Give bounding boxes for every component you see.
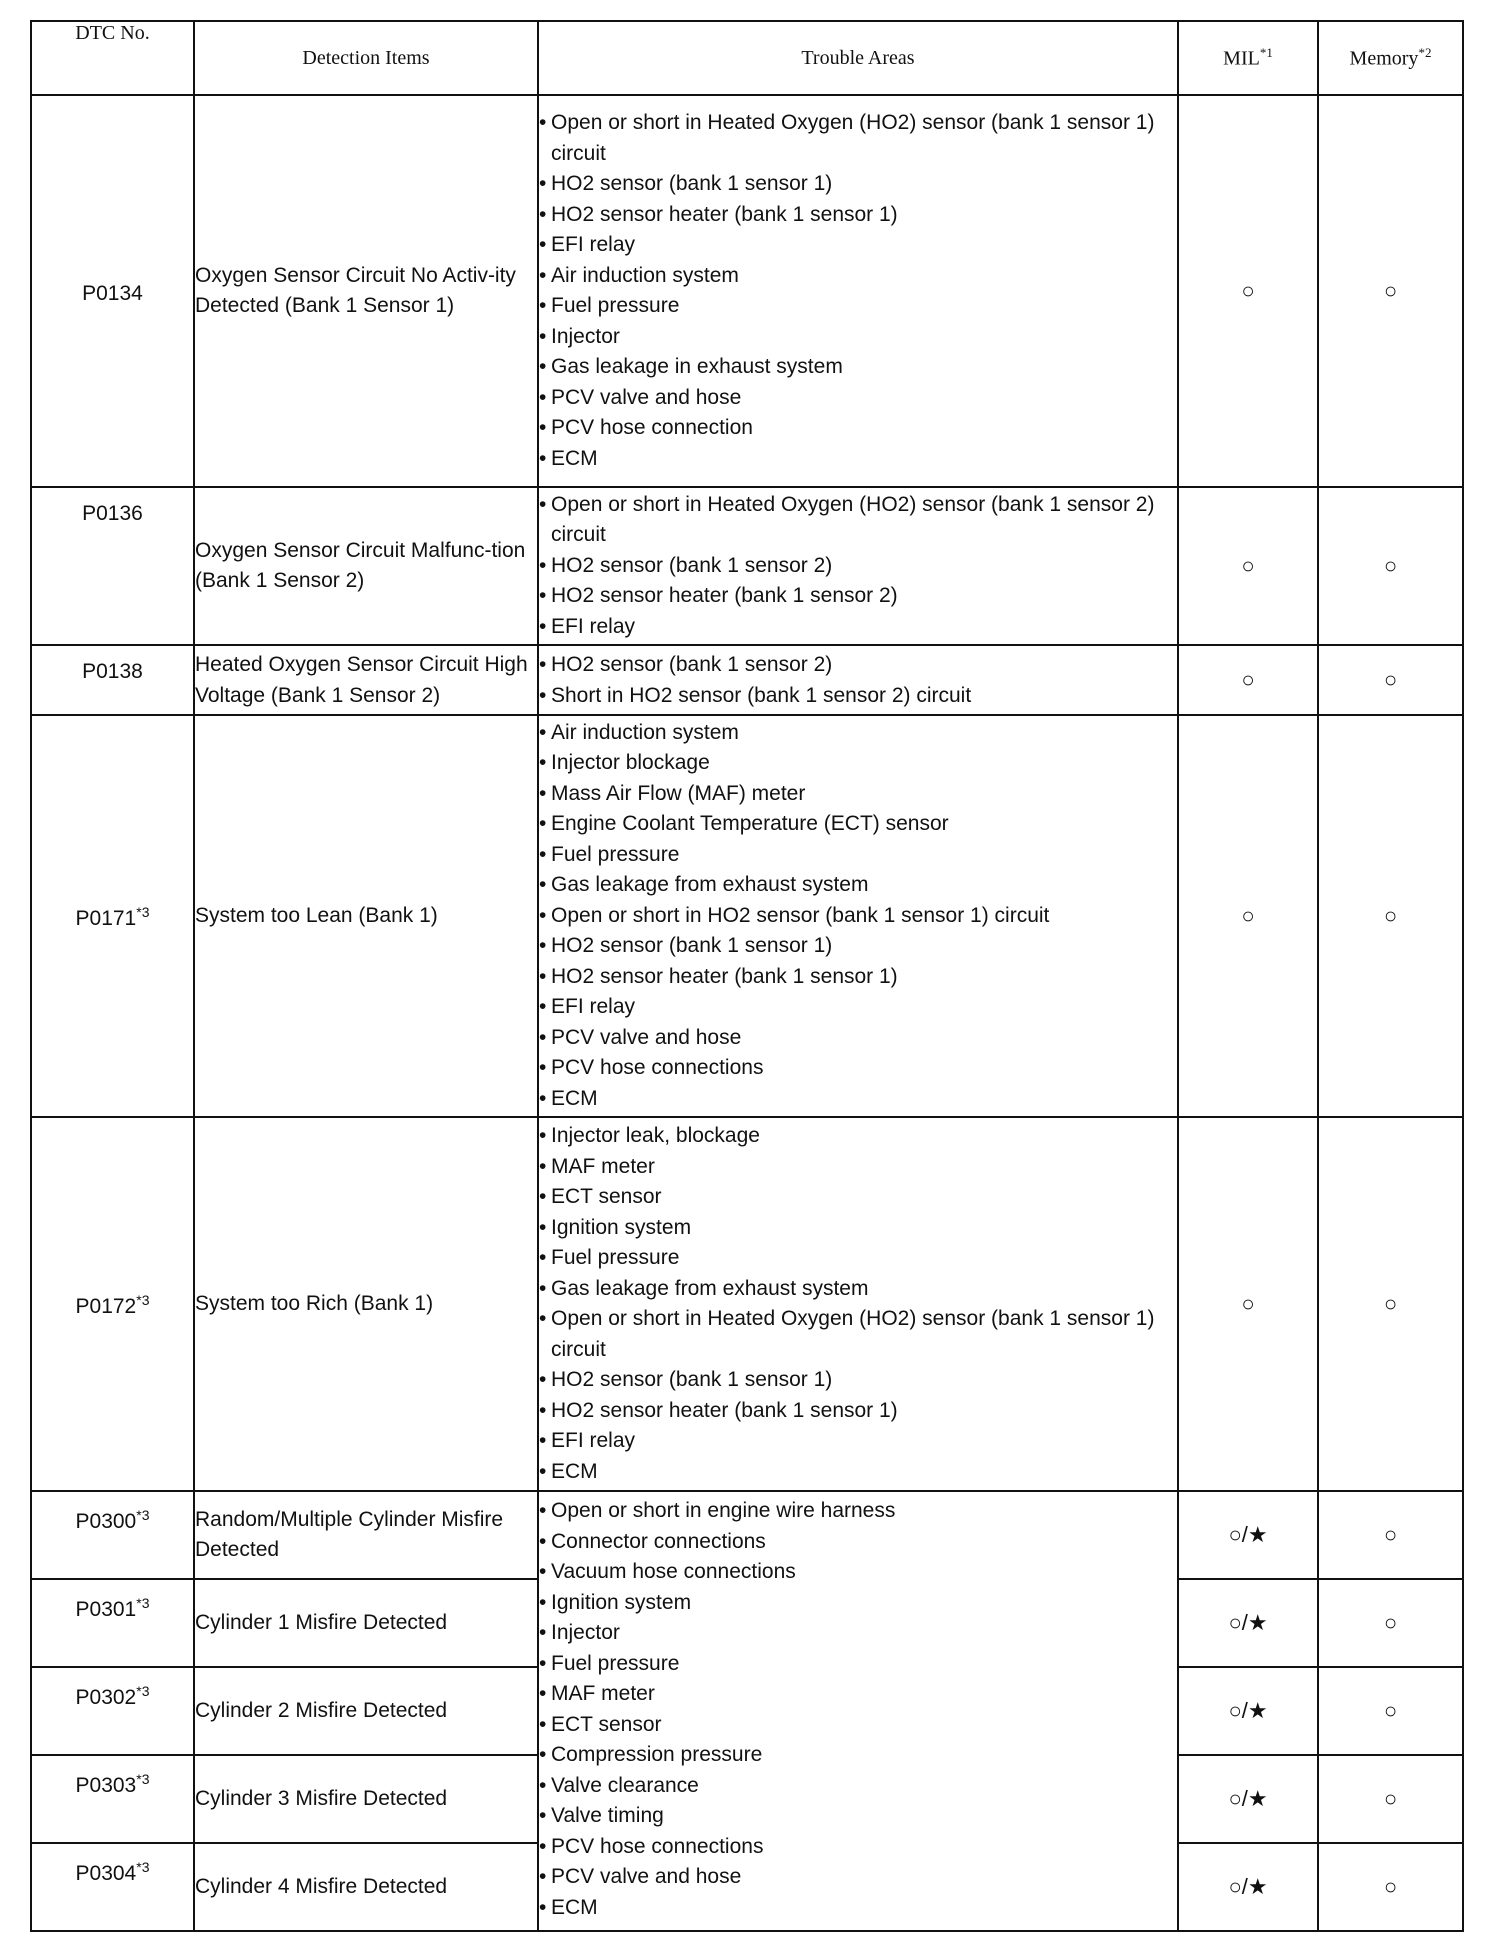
mil-indicator: ○/★ bbox=[1178, 1667, 1318, 1755]
mil-indicator: ○ bbox=[1178, 487, 1318, 645]
memory-indicator: ○ bbox=[1318, 1667, 1463, 1755]
trouble-area-item: • MAF meter bbox=[539, 1679, 1177, 1710]
memory-indicator: ○ bbox=[1318, 95, 1463, 487]
dtc-code: P0302$^{*3}$ bbox=[31, 1667, 194, 1755]
trouble-area-item: • Open or short in HO2 sensor (bank 1 sensor 1) circuit bbox=[539, 901, 1177, 932]
trouble-area-item: • Fuel pressure bbox=[539, 1649, 1177, 1680]
memory-indicator: ○ bbox=[1318, 1755, 1463, 1843]
detection-item: System too Rich (Bank 1) bbox=[194, 1117, 538, 1491]
trouble-area-item: • Ignition system bbox=[539, 1213, 1177, 1244]
trouble-area-item: • ECM bbox=[539, 1084, 1177, 1115]
trouble-areas-list bbox=[539, 718, 1177, 1115]
detection-item: Cylinder 2 Misfire Detected bbox=[194, 1667, 538, 1755]
mil-indicator: ○/★ bbox=[1178, 1755, 1318, 1843]
trouble-area-item: • PCV valve and hose bbox=[539, 1023, 1177, 1054]
trouble-area-item: • Mass Air Flow (MAF) meter bbox=[539, 779, 1177, 810]
dtc-code: P0136 bbox=[31, 487, 194, 645]
detection-item: Random/Multiple Cylinder Misfire Detected bbox=[194, 1491, 538, 1579]
trouble-area-item: • EFI relay bbox=[539, 1426, 1177, 1457]
dtc-code: P0172$^{*3}$ bbox=[31, 1117, 194, 1491]
header-row bbox=[31, 21, 1463, 95]
trouble-area-item: • Engine Coolant Temperature (ECT) sensor bbox=[539, 809, 1177, 840]
memory-indicator: ○ bbox=[1318, 645, 1463, 715]
trouble-area-item: • ECT sensor bbox=[539, 1710, 1177, 1741]
mil-indicator: ○ bbox=[1178, 95, 1318, 487]
trouble-area-item: • Air induction system bbox=[539, 261, 1177, 292]
trouble-area-item: • Injector bbox=[539, 322, 1177, 353]
detection-item: Cylinder 1 Misfire Detected bbox=[194, 1579, 538, 1667]
detection-item: Oxygen Sensor Circuit Malfunc-tion (Bank 1 Sensor 2) bbox=[194, 487, 538, 645]
trouble-area-item: • Injector bbox=[539, 1618, 1177, 1649]
header-dtc-no: DTC No. bbox=[31, 21, 194, 95]
trouble-area-item: • HO2 sensor heater (bank 1 sensor 1) bbox=[539, 200, 1177, 231]
memory-indicator: ○ bbox=[1318, 487, 1463, 645]
trouble-area-item: • Open or short in Heated Oxygen (HO2) sensor (bank 1 sensor 2) circuit bbox=[539, 490, 1177, 551]
table-row bbox=[31, 715, 1463, 1117]
trouble-area-item: • PCV hose connections bbox=[539, 1053, 1177, 1084]
header-detection-items: Detection Items bbox=[194, 21, 538, 95]
trouble-areas bbox=[538, 715, 1178, 1117]
detection-item: Oxygen Sensor Circuit No Activ-ity Detected (Bank 1 Sensor 1) bbox=[194, 95, 538, 487]
table-row bbox=[31, 1117, 1463, 1491]
trouble-area-item: • HO2 sensor (bank 1 sensor 1) bbox=[539, 1365, 1177, 1396]
trouble-area-item: • Open or short in Heated Oxygen (HO2) sensor (bank 1 sensor 1) circuit bbox=[539, 108, 1177, 169]
trouble-area-item: • EFI relay bbox=[539, 612, 1177, 643]
trouble-area-item: • HO2 sensor heater (bank 1 sensor 1) bbox=[539, 962, 1177, 993]
trouble-areas bbox=[538, 95, 1178, 487]
mil-indicator: ○/★ bbox=[1178, 1579, 1318, 1667]
memory-indicator: ○ bbox=[1318, 1491, 1463, 1579]
trouble-areas-list bbox=[539, 1496, 1177, 1923]
dtc-code: P0171$^{*3}$ bbox=[31, 715, 194, 1117]
dtc-code: P0138 bbox=[31, 645, 194, 715]
table-row bbox=[31, 1491, 1463, 1579]
detection-item: Cylinder 4 Misfire Detected bbox=[194, 1843, 538, 1931]
trouble-area-item: • EFI relay bbox=[539, 230, 1177, 261]
trouble-area-item: • HO2 sensor (bank 1 sensor 1) bbox=[539, 169, 1177, 200]
header-trouble-areas: Trouble Areas bbox=[538, 21, 1178, 95]
trouble-area-item: • Injector leak, blockage bbox=[539, 1121, 1177, 1152]
mil-indicator: ○ bbox=[1178, 1117, 1318, 1491]
mil-indicator: ○ bbox=[1178, 715, 1318, 1117]
trouble-area-item: • HO2 sensor heater (bank 1 sensor 2) bbox=[539, 581, 1177, 612]
trouble-area-item: • Ignition system bbox=[539, 1588, 1177, 1619]
trouble-area-item: • ECM bbox=[539, 1893, 1177, 1924]
trouble-area-item: • Vacuum hose connections bbox=[539, 1557, 1177, 1588]
trouble-area-item: • Air induction system bbox=[539, 718, 1177, 749]
trouble-area-item: • Valve timing bbox=[539, 1801, 1177, 1832]
header-mil: MIL$^{*1}$ bbox=[1178, 21, 1318, 95]
trouble-area-item: • Open or short in engine wire harness bbox=[539, 1496, 1177, 1527]
trouble-area-item: • Short in HO2 sensor (bank 1 sensor 2) circuit bbox=[539, 681, 1177, 712]
trouble-area-item: • PCV hose connections bbox=[539, 1832, 1177, 1863]
trouble-area-item: • Open or short in Heated Oxygen (HO2) sensor (bank 1 sensor 1) circuit bbox=[539, 1304, 1177, 1365]
trouble-area-item: • PCV hose connection bbox=[539, 413, 1177, 444]
trouble-area-item: • PCV valve and hose bbox=[539, 1862, 1177, 1893]
memory-indicator: ○ bbox=[1318, 1117, 1463, 1491]
dtc-code: P0134 bbox=[31, 95, 194, 487]
memory-indicator: ○ bbox=[1318, 1579, 1463, 1667]
memory-indicator: ○ bbox=[1318, 1843, 1463, 1931]
header-memory: Memory$^{*2}$ bbox=[1318, 21, 1463, 95]
trouble-area-item: • Fuel pressure bbox=[539, 840, 1177, 871]
dtc-table bbox=[30, 20, 1464, 1932]
table-row bbox=[31, 487, 1463, 645]
trouble-area-item: • Fuel pressure bbox=[539, 1243, 1177, 1274]
trouble-area-item: • HO2 sensor (bank 1 sensor 2) bbox=[539, 650, 1177, 681]
trouble-areas-list bbox=[539, 650, 1177, 711]
trouble-area-item: • Gas leakage from exhaust system bbox=[539, 870, 1177, 901]
trouble-area-item: • EFI relay bbox=[539, 992, 1177, 1023]
trouble-area-item: • HO2 sensor heater (bank 1 sensor 1) bbox=[539, 1396, 1177, 1427]
dtc-code: P0303$^{*3}$ bbox=[31, 1755, 194, 1843]
mil-indicator: ○ bbox=[1178, 645, 1318, 715]
trouble-areas bbox=[538, 487, 1178, 645]
trouble-area-item: • MAF meter bbox=[539, 1152, 1177, 1183]
trouble-areas-list bbox=[539, 1121, 1177, 1487]
trouble-areas bbox=[538, 1117, 1178, 1491]
trouble-area-item: • HO2 sensor (bank 1 sensor 1) bbox=[539, 931, 1177, 962]
table-row bbox=[31, 645, 1463, 715]
trouble-area-item: • ECM bbox=[539, 1457, 1177, 1488]
detection-item: System too Lean (Bank 1) bbox=[194, 715, 538, 1117]
trouble-areas-list bbox=[539, 490, 1177, 643]
mil-indicator: ○/★ bbox=[1178, 1843, 1318, 1931]
trouble-area-item: • PCV valve and hose bbox=[539, 383, 1177, 414]
trouble-areas bbox=[538, 1491, 1178, 1931]
detection-item: Heated Oxygen Sensor Circuit High Voltage (Bank 1 Sensor 2) bbox=[194, 645, 538, 715]
trouble-area-item: • HO2 sensor (bank 1 sensor 2) bbox=[539, 551, 1177, 582]
trouble-area-item: • Valve clearance bbox=[539, 1771, 1177, 1802]
memory-indicator: ○ bbox=[1318, 715, 1463, 1117]
trouble-area-item: • Injector blockage bbox=[539, 748, 1177, 779]
table-row bbox=[31, 95, 1463, 487]
mil-indicator: ○/★ bbox=[1178, 1491, 1318, 1579]
detection-item: Cylinder 3 Misfire Detected bbox=[194, 1755, 538, 1843]
trouble-areas bbox=[538, 645, 1178, 715]
trouble-area-item: • Gas leakage in exhaust system bbox=[539, 352, 1177, 383]
trouble-area-item: • ECT sensor bbox=[539, 1182, 1177, 1213]
trouble-area-item: • Connector connections bbox=[539, 1527, 1177, 1558]
trouble-area-item: • Compression pressure bbox=[539, 1740, 1177, 1771]
dtc-code: P0300$^{*3}$ bbox=[31, 1491, 194, 1579]
dtc-code: P0304$^{*3}$ bbox=[31, 1843, 194, 1931]
trouble-area-item: • Gas leakage from exhaust system bbox=[539, 1274, 1177, 1305]
dtc-code: P0301$^{*3}$ bbox=[31, 1579, 194, 1667]
trouble-area-item: • ECM bbox=[539, 444, 1177, 475]
trouble-area-item: • Fuel pressure bbox=[539, 291, 1177, 322]
trouble-areas-list bbox=[539, 108, 1177, 474]
